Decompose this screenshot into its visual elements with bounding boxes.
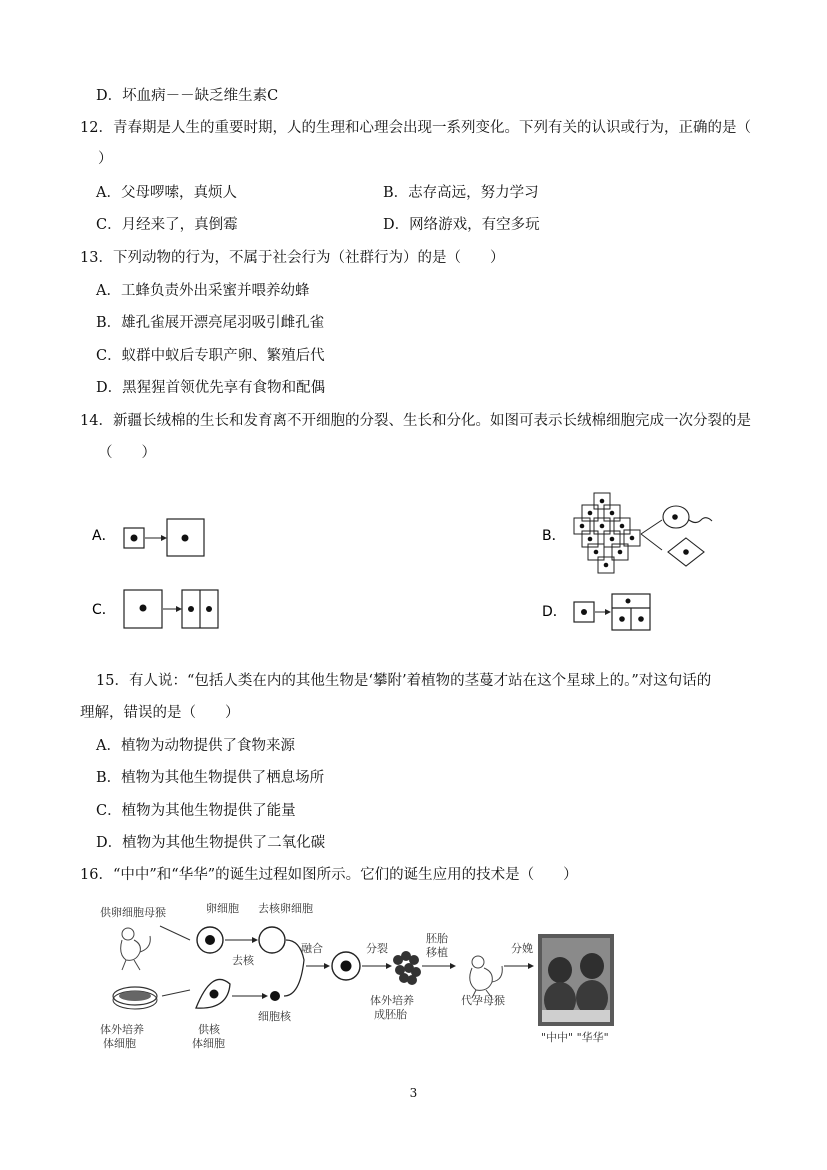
q13-option-a: A．工蜂负责外出采蜜并喂养幼蜂: [96, 283, 310, 299]
q14-label-a: A．: [92, 528, 116, 544]
label-surrogate-mother: 代孕母猴: [461, 994, 505, 1007]
label-enucleated-egg: 去核卵细胞: [258, 902, 313, 915]
label-culture-embryo-1: 体外培养: [370, 994, 414, 1007]
q15-option-d: D．植物为其他生物提供了二氧化碳: [96, 835, 326, 851]
q13-option-c: C．蚁群中蚁后专职产卵、繁殖后代: [96, 348, 325, 364]
embryo-icon: [393, 951, 421, 985]
clone-monkeys-photo: [538, 934, 614, 1026]
q12-stem-end: ）: [98, 151, 113, 167]
q14-figure-b: [538, 490, 718, 578]
label-donor-egg-monkey: 供卵细胞母猴: [100, 906, 166, 919]
label-photo-caption: "中中" "华华": [541, 1031, 609, 1044]
q15-stem-end: 理解，错误的是（ ）: [80, 705, 240, 721]
label-embryo-transfer-2: 移植: [426, 946, 448, 959]
q14-figure-d: [538, 590, 668, 634]
cloning-process-diagram: [100, 900, 622, 1060]
label-childbirth: 分娩: [511, 942, 533, 955]
q14-label-d: D．: [542, 604, 567, 620]
label-embryo-transfer-1: 胚胎: [426, 932, 448, 945]
label-remove-nucleus: 去核: [232, 954, 254, 967]
label-cell-nucleus: 细胞核: [258, 1010, 291, 1023]
label-divide: 分裂: [366, 942, 388, 955]
label-egg-cell: 卵细胞: [206, 902, 239, 915]
label-culture-embryo-2: 成胚胎: [374, 1008, 407, 1021]
q14-figure-a: [88, 512, 218, 560]
q11-option-d: D．坏血病－－缺乏维生素C: [96, 88, 279, 104]
cell-nucleus-icon: [270, 991, 280, 1001]
donor-monkey-icon: [121, 928, 151, 970]
page-number: 3: [409, 1086, 418, 1100]
q15-option-a: A．植物为动物提供了食物来源: [96, 738, 295, 754]
q12-option-b: B．志存高远，努力学习: [383, 185, 539, 201]
culture-dish-icon: [113, 987, 157, 1009]
q13-option-b: B．雄孔雀展开漂亮尾羽吸引雌孔雀: [96, 315, 325, 331]
q14-stem: 14．新疆长绒棉的生长和发育离不开细胞的分裂、生长和分化。如图可表示长绒棉细胞完成一次分裂的是: [80, 413, 751, 429]
q12-stem: 12．青春期是人生的重要时期，人的生理和心理会出现一系列变化。下列有关的认识或行为，正确的是（: [80, 120, 751, 136]
q16-stem: 16．“中中”和“华华”的诞生过程如图所示。它们的诞生应用的技术是（ ）: [80, 867, 578, 883]
q12-option-d: D．网络游戏，有空多玩: [383, 217, 540, 233]
q15-option-c: C．植物为其他生物提供了能量: [96, 803, 296, 819]
q14-label-b: B．: [542, 528, 566, 544]
label-fusion: 融合: [301, 942, 323, 955]
q12-option-a: A．父母啰嗦，真烦人: [96, 185, 237, 201]
q13-option-d: D．黑猩猩首领优先享有食物和配偶: [96, 380, 326, 396]
q15-option-b: B．植物为其他生物提供了栖息场所: [96, 770, 325, 786]
label-donor-nucleus-2: 体细胞: [192, 1037, 225, 1050]
enucleated-egg-icon: [259, 927, 285, 953]
q12-option-c: C．月经来了，真倒霉: [96, 217, 238, 233]
q14-label-c: C．: [92, 602, 116, 618]
surrogate-monkey-icon: [470, 956, 503, 998]
q14-stem-end: （ ）: [98, 445, 156, 461]
label-donor-nucleus-1: 供核: [198, 1023, 220, 1036]
label-in-vitro-culture-1: 体外培养: [100, 1023, 144, 1036]
q14-figure-c: [88, 584, 228, 632]
label-in-vitro-culture-2: 体细胞: [103, 1037, 136, 1050]
q13-stem: 13．下列动物的行为，不属于社会行为（社群行为）的是（ ）: [80, 250, 505, 266]
q15-stem: 15．有人说：“包括人类在内的其他生物是‘攀附’着植物的茎蔓才站在这个星球上的。”对这句话的: [96, 673, 712, 689]
